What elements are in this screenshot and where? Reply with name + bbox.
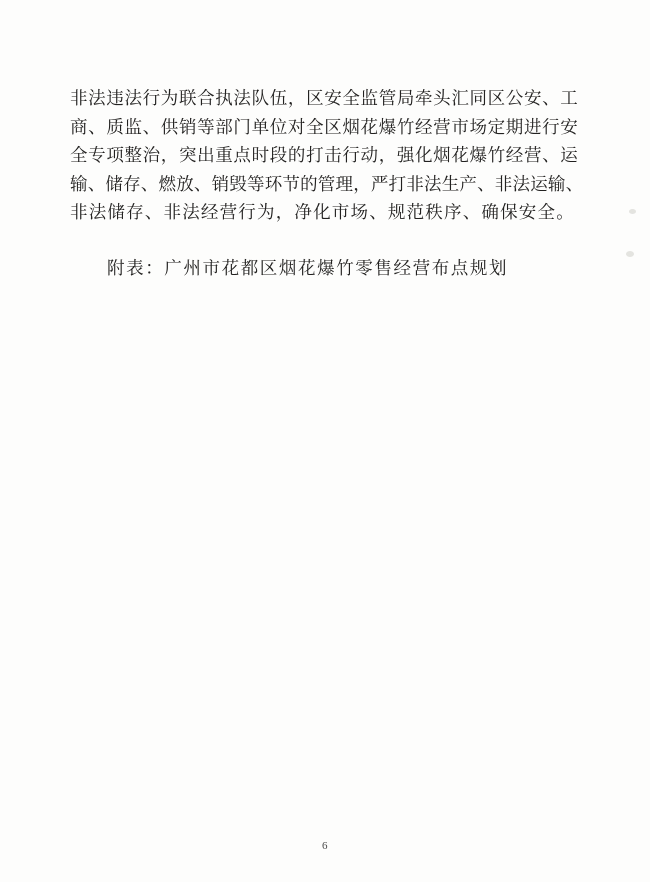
page-number: 6 bbox=[322, 840, 328, 852]
paragraph-line: 全专项整治，突出重点时段的打击行动，强化烟花爆竹经营、运 bbox=[70, 145, 578, 166]
paragraph-line: 商、质监、供销等部门单位对全区烟花爆竹经营市场定期进行安 bbox=[70, 116, 578, 137]
paragraph-line: 非法违法行为联合执法队伍，区安全监管局牵头汇同区公安、工 bbox=[70, 88, 578, 108]
paragraph-line: 非法储存、非法经营行为，净化市场、规范秩序、确保安全。 bbox=[70, 202, 575, 223]
attachment-note: 附表：广州市花都区烟花爆竹零售经营布点规划 bbox=[107, 258, 509, 278]
paragraph-line: 输、储存、燃放、销毁等环节的管理，严打非法生产、非法运输、 bbox=[70, 173, 584, 194]
scan-artifact bbox=[626, 251, 634, 257]
body-paragraph bbox=[70, 84, 584, 227]
scan-artifact bbox=[629, 209, 636, 214]
